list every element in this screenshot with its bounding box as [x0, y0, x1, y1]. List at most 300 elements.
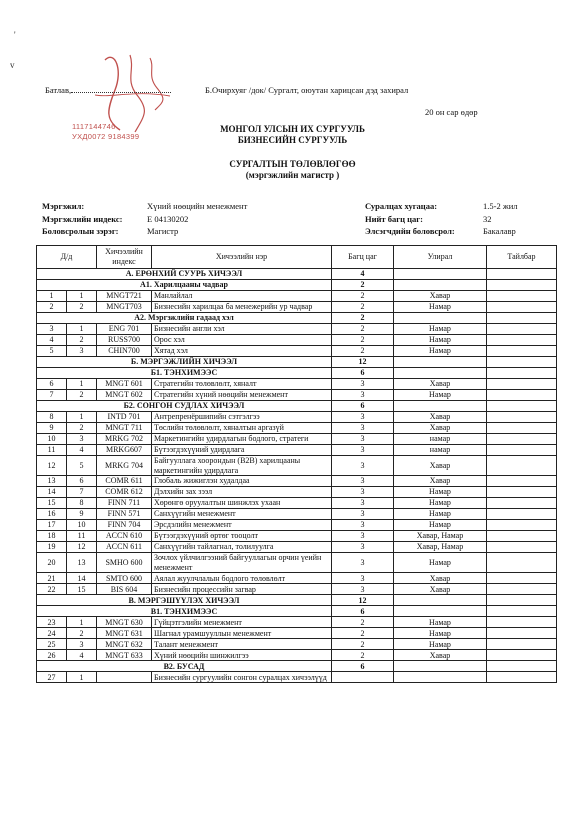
course-term: Хавар: [394, 423, 487, 434]
approval-name: Б.Очирхуяг /док/ Сургалт, оюутан харицсан дэд захирал: [205, 85, 409, 95]
section-credits: 6: [332, 606, 394, 617]
row-subnumber: 11: [67, 531, 97, 542]
course-note: [487, 509, 557, 520]
note-cell: [487, 606, 557, 617]
row-subnumber: 9: [67, 509, 97, 520]
col-header-credits: Багц цаг: [332, 246, 394, 269]
meta-left: [42, 200, 247, 238]
course-code: MRKG 704: [97, 456, 152, 476]
table-row: [37, 476, 557, 487]
section-row: [37, 357, 557, 368]
course-term: Хавар: [394, 476, 487, 487]
approval-label-text: Батлав,: [45, 85, 72, 95]
page-mark: v: [10, 60, 15, 70]
note-cell: [487, 661, 557, 672]
course-credits: 2: [332, 335, 394, 346]
meta-row: [365, 213, 518, 226]
table-row: [37, 509, 557, 520]
course-credits: 3: [332, 553, 394, 573]
university-name: МОНГОЛ УЛСЫН ИХ СУРГУУЛЬ: [220, 124, 365, 134]
course-credits: 2: [332, 291, 394, 302]
meta-key: Мэргэжил:: [42, 201, 85, 211]
course-term: Хавар: [394, 456, 487, 476]
col-header-term: Улирал: [394, 246, 487, 269]
table-row: [37, 412, 557, 423]
course-credits: 3: [332, 476, 394, 487]
course-code: MNGT 601: [97, 379, 152, 390]
course-name: Манлайлал: [152, 291, 332, 302]
term-cell: [394, 357, 487, 368]
table-row: [37, 335, 557, 346]
col-header-no: Д/д: [37, 246, 97, 269]
section-title: А1. Харилцааны чадвар: [37, 280, 332, 291]
course-note: [487, 423, 557, 434]
course-credits: 3: [332, 379, 394, 390]
course-credits: 3: [332, 434, 394, 445]
meta-key: Суралцах хугацаа:: [365, 201, 438, 211]
row-number: 26: [37, 650, 67, 661]
course-credits: 2: [332, 346, 394, 357]
row-subnumber: 1: [67, 379, 97, 390]
course-credits: 2: [332, 302, 394, 313]
subsection-row: [37, 661, 557, 672]
row-number: 27: [37, 672, 67, 683]
course-name: Шагнал урамшууллын менежмент: [152, 628, 332, 639]
row-subnumber: 2: [67, 628, 97, 639]
meta-value: 1.5-2 жил: [483, 201, 518, 211]
section-credits: 4: [332, 269, 394, 280]
subsection-row: [37, 280, 557, 291]
course-note: [487, 672, 557, 683]
row-subnumber: 6: [67, 476, 97, 487]
course-credits: 3: [332, 423, 394, 434]
course-note: [487, 520, 557, 531]
course-code: MNGT721: [97, 291, 152, 302]
table-row: [37, 324, 557, 335]
course-term: Намар: [394, 628, 487, 639]
course-code: ACCN 610: [97, 531, 152, 542]
course-note: [487, 639, 557, 650]
course-name: Зочлох үйлчилгээний байгууллагын орчин үеийн менежмент: [152, 553, 332, 573]
course-code: MRKG 702: [97, 434, 152, 445]
approval-date: 20 он сар өдөр: [425, 107, 478, 117]
course-credits: 3: [332, 498, 394, 509]
course-code: MNGT 633: [97, 650, 152, 661]
section-row: [37, 269, 557, 280]
table-row: [37, 628, 557, 639]
row-number: 4: [37, 335, 67, 346]
row-subnumber: 15: [67, 584, 97, 595]
course-credits: 3: [332, 573, 394, 584]
course-term: Намар: [394, 390, 487, 401]
row-number: 15: [37, 498, 67, 509]
table-row: [37, 542, 557, 553]
table-row: [37, 456, 557, 476]
row-subnumber: 1: [67, 291, 97, 302]
course-credits: 3: [332, 487, 394, 498]
row-number: 20: [37, 553, 67, 573]
meta-row: [42, 225, 247, 238]
subsection-row: [37, 606, 557, 617]
meta-value: Е 04130202: [147, 213, 189, 224]
row-number: 3: [37, 324, 67, 335]
course-term: Намар: [394, 302, 487, 313]
course-name: Хятад хэл: [152, 346, 332, 357]
course-code: MNGT 602: [97, 390, 152, 401]
course-code: MNGT 631: [97, 628, 152, 639]
course-credits: 2: [332, 324, 394, 335]
course-note: [487, 346, 557, 357]
row-subnumber: 1: [67, 672, 97, 683]
meta-value: Магистр: [147, 226, 179, 236]
section-title: В. МЭРГЭШҮҮЛЭХ ХИЧЭЭЛ: [37, 595, 332, 606]
table-row: [37, 390, 557, 401]
course-code: MNGT 632: [97, 639, 152, 650]
course-note: [487, 617, 557, 628]
course-note: [487, 531, 557, 542]
course-term: [394, 672, 487, 683]
course-code: RUSS700: [97, 335, 152, 346]
row-subnumber: 1: [67, 324, 97, 335]
term-cell: [394, 280, 487, 291]
table-row: [37, 617, 557, 628]
course-term: Намар: [394, 324, 487, 335]
course-code: ENG 701: [97, 324, 152, 335]
course-credits: [332, 672, 394, 683]
course-term: Намар: [394, 346, 487, 357]
course-code: CHIN700: [97, 346, 152, 357]
subsection-row: [37, 368, 557, 379]
course-term: Хавар: [394, 584, 487, 595]
term-cell: [394, 269, 487, 280]
meta-key: Боловсролын зэрэг:: [42, 226, 119, 236]
table-row: [37, 531, 557, 542]
course-name: Бизнесийн процессийн загвар: [152, 584, 332, 595]
course-term: Хавар: [394, 412, 487, 423]
meta-value: Хүний нөөцийн менежмент: [147, 201, 248, 211]
course-name: Талант менежмент: [152, 639, 332, 650]
note-cell: [487, 595, 557, 606]
course-name: Хүний нөөцийн шинжилгээ: [152, 650, 332, 661]
course-name: Дэлхийн зах зээл: [152, 487, 332, 498]
row-subnumber: 1: [67, 412, 97, 423]
course-credits: 3: [332, 456, 394, 476]
stamp-line: 1117144746: [72, 122, 116, 131]
meta-row: [365, 225, 518, 238]
row-subnumber: 8: [67, 498, 97, 509]
course-note: [487, 584, 557, 595]
row-subnumber: 14: [67, 573, 97, 584]
note-cell: [487, 368, 557, 379]
table-row: [37, 520, 557, 531]
course-term: Хавар: [394, 573, 487, 584]
course-name: Стратегийн хүний нөөцийн менежмент: [152, 390, 332, 401]
course-term: Хавар: [394, 650, 487, 661]
section-credits: 12: [332, 595, 394, 606]
row-subnumber: 5: [67, 456, 97, 476]
table-row: [37, 379, 557, 390]
course-name: Эрсдэлийн менежмент: [152, 520, 332, 531]
course-note: [487, 628, 557, 639]
table-row: [37, 650, 557, 661]
note-cell: [487, 401, 557, 412]
course-note: [487, 335, 557, 346]
course-code: SMTO 600: [97, 573, 152, 584]
course-term: Намар: [394, 487, 487, 498]
table-row: [37, 553, 557, 573]
course-note: [487, 650, 557, 661]
row-number: 6: [37, 379, 67, 390]
row-subnumber: 2: [67, 302, 97, 313]
course-code: ACCN 611: [97, 542, 152, 553]
table-row: [37, 639, 557, 650]
course-term: Намар: [394, 639, 487, 650]
row-number: 18: [37, 531, 67, 542]
course-name: Бүтээгдэхүүний удирдлага: [152, 445, 332, 456]
note-cell: [487, 357, 557, 368]
table-row: [37, 423, 557, 434]
row-subnumber: 1: [67, 617, 97, 628]
col-header-code: Хичээлийн индекс: [97, 246, 152, 269]
course-term: Намар: [394, 520, 487, 531]
row-subnumber: 12: [67, 542, 97, 553]
section-row: [37, 595, 557, 606]
row-number: 11: [37, 445, 67, 456]
course-code: [97, 672, 152, 683]
course-name: Санхүүгийн тайлагнал, толилуулга: [152, 542, 332, 553]
section-credits: 2: [332, 280, 394, 291]
course-term: намар: [394, 434, 487, 445]
course-term: Намар: [394, 335, 487, 346]
table-row: [37, 434, 557, 445]
section-title: А. ЕРӨНХИЙ СУУРЬ ХИЧЭЭЛ: [37, 269, 332, 280]
course-term: Намар: [394, 498, 487, 509]
course-name: Глобаль жижиглэн худалдаа: [152, 476, 332, 487]
table-row: [37, 487, 557, 498]
row-number: 19: [37, 542, 67, 553]
term-cell: [394, 661, 487, 672]
course-code: MNGT 711: [97, 423, 152, 434]
course-note: [487, 324, 557, 335]
note-cell: [487, 269, 557, 280]
course-note: [487, 498, 557, 509]
course-credits: 3: [332, 542, 394, 553]
course-note: [487, 476, 557, 487]
course-name: Бизнесийн сургуулийн сонгон суралцах хичээлүүд: [152, 672, 332, 683]
school-name: БИЗНЕСИЙН СУРГУУЛЬ: [237, 135, 348, 145]
course-name: Бизнесийн харилцаа ба менежерийн ур чадвар: [152, 302, 332, 313]
meta-value: 32: [483, 213, 492, 224]
course-note: [487, 542, 557, 553]
course-code: FINN 711: [97, 498, 152, 509]
table-row: [37, 672, 557, 683]
course-note: [487, 445, 557, 456]
course-credits: 3: [332, 584, 394, 595]
row-subnumber: 3: [67, 639, 97, 650]
course-term: намар: [394, 445, 487, 456]
section-title: Б. МЭРГЭЖЛИЙН ХИЧЭЭЛ: [37, 357, 332, 368]
course-code: FINN 571: [97, 509, 152, 520]
row-number: 5: [37, 346, 67, 357]
course-name: Бүтээгдэхүүний өртөг тооцолт: [152, 531, 332, 542]
term-cell: [394, 606, 487, 617]
term-cell: [394, 401, 487, 412]
course-name: Маркетингийн удирдлагын бодлого, стратеги: [152, 434, 332, 445]
note-cell: [487, 280, 557, 291]
course-credits: 3: [332, 520, 394, 531]
term-cell: [394, 368, 487, 379]
subtitle: (мэргэжлийн магистр ): [245, 170, 340, 180]
course-code: MNGT 630: [97, 617, 152, 628]
meta-right: [365, 200, 518, 238]
course-code: MNGT703: [97, 302, 152, 313]
course-term: Хавар, Намар: [394, 531, 487, 542]
course-code: FINN 704: [97, 520, 152, 531]
course-name: Орос хэл: [152, 335, 332, 346]
course-note: [487, 434, 557, 445]
course-code: COMR 612: [97, 487, 152, 498]
section-title: Б1. ТЭНХИМЭЭС: [37, 368, 332, 379]
meta-row: [42, 200, 247, 213]
section-credits: 12: [332, 357, 394, 368]
university-header: [0, 124, 585, 146]
row-subnumber: 2: [67, 423, 97, 434]
col-header-note: Тайлбар: [487, 246, 557, 269]
col-header-name: Хичээлийн нэр: [152, 246, 332, 269]
course-credits: 2: [332, 628, 394, 639]
row-number: 14: [37, 487, 67, 498]
meta-key: Мэргэжлийн индекс:: [42, 213, 123, 224]
row-subnumber: 4: [67, 650, 97, 661]
course-credits: 3: [332, 509, 394, 520]
section-credits: 6: [332, 368, 394, 379]
meta-value: Бакалавр: [483, 226, 516, 236]
row-subnumber: 3: [67, 346, 97, 357]
document-title: [0, 159, 585, 181]
course-term: Хавар, Намар: [394, 542, 487, 553]
row-subnumber: 3: [67, 434, 97, 445]
course-credits: 3: [332, 412, 394, 423]
meta-row: [42, 213, 247, 226]
course-term: Намар: [394, 553, 487, 573]
meta-row: [365, 200, 518, 213]
page-mark: ': [14, 30, 16, 40]
approval-label: [45, 85, 171, 95]
course-name: Аялал жуулчлалын бодлого төлөвлөлт: [152, 573, 332, 584]
course-note: [487, 379, 557, 390]
course-note: [487, 456, 557, 476]
course-term: Намар: [394, 617, 487, 628]
row-subnumber: 10: [67, 520, 97, 531]
section-credits: 6: [332, 661, 394, 672]
table-row: [37, 584, 557, 595]
course-credits: 3: [332, 531, 394, 542]
row-number: 2: [37, 302, 67, 313]
table-body: [37, 269, 557, 683]
row-number: 10: [37, 434, 67, 445]
table-row: [37, 346, 557, 357]
course-code: BIS 604: [97, 584, 152, 595]
section-title: В1. ТЭНХИМЭЭС: [37, 606, 332, 617]
row-subnumber: 4: [67, 445, 97, 456]
course-credits: 2: [332, 639, 394, 650]
term-cell: [394, 595, 487, 606]
section-credits: 6: [332, 401, 394, 412]
course-credits: 2: [332, 617, 394, 628]
course-note: [487, 291, 557, 302]
course-name: Байгууллага хоорондын (В2В) харилцааны маркетингийн удирдлага: [152, 456, 332, 476]
course-note: [487, 412, 557, 423]
course-name: Антрепренёршипийн сэтгэлгээ: [152, 412, 332, 423]
row-number: 7: [37, 390, 67, 401]
course-term: Хавар: [394, 291, 487, 302]
course-term: Хавар: [394, 379, 487, 390]
course-credits: 3: [332, 390, 394, 401]
table-row: [37, 573, 557, 584]
course-credits: 2: [332, 650, 394, 661]
course-name: Төслийн төлөвлөлт, хяналтын аргазүй: [152, 423, 332, 434]
meta-key: Элсэгчдийн боловсрол:: [365, 226, 455, 236]
row-number: 21: [37, 573, 67, 584]
course-term: Намар: [394, 509, 487, 520]
row-subnumber: 7: [67, 487, 97, 498]
course-name: Санхүүгийн менежмент: [152, 509, 332, 520]
title: СУРГАЛТЫН ТӨЛӨВЛӨГӨӨ: [229, 159, 356, 169]
table-header: [37, 246, 557, 269]
meta-key: Нийт багц цаг:: [365, 213, 423, 224]
course-code: MRKG607: [97, 445, 152, 456]
row-subnumber: 2: [67, 390, 97, 401]
row-number: 8: [37, 412, 67, 423]
table-row: [37, 302, 557, 313]
subsection-row: [37, 401, 557, 412]
table-row: [37, 498, 557, 509]
section-title: Б2. СОНГОН СУДЛАХ ХИЧЭЭЛ: [37, 401, 332, 412]
section-credits: 2: [332, 313, 394, 324]
row-number: 23: [37, 617, 67, 628]
row-number: 13: [37, 476, 67, 487]
section-title: В2. БУСАД: [37, 661, 332, 672]
course-code: INTD 701: [97, 412, 152, 423]
course-note: [487, 573, 557, 584]
row-number: 22: [37, 584, 67, 595]
course-name: Бизнесийн англи хэл: [152, 324, 332, 335]
course-note: [487, 390, 557, 401]
row-subnumber: 2: [67, 335, 97, 346]
curriculum-table: [36, 245, 557, 683]
course-code: SMHO 600: [97, 553, 152, 573]
row-number: 17: [37, 520, 67, 531]
course-credits: 3: [332, 445, 394, 456]
course-name: Хөрөнгө оруулалтын шинжлэх ухаан: [152, 498, 332, 509]
row-number: 24: [37, 628, 67, 639]
row-number: 12: [37, 456, 67, 476]
row-number: 25: [37, 639, 67, 650]
note-cell: [487, 313, 557, 324]
row-subnumber: 13: [67, 553, 97, 573]
row-number: 1: [37, 291, 67, 302]
subsection-row: [37, 313, 557, 324]
term-cell: [394, 313, 487, 324]
course-note: [487, 553, 557, 573]
table-row: [37, 291, 557, 302]
table-row: [37, 445, 557, 456]
row-number: 16: [37, 509, 67, 520]
section-title: А2. Мэргэжлийн гадаад хэл: [37, 313, 332, 324]
course-name: Гүйцэтгэлийн менежмент: [152, 617, 332, 628]
course-code: COMR 611: [97, 476, 152, 487]
row-number: 9: [37, 423, 67, 434]
